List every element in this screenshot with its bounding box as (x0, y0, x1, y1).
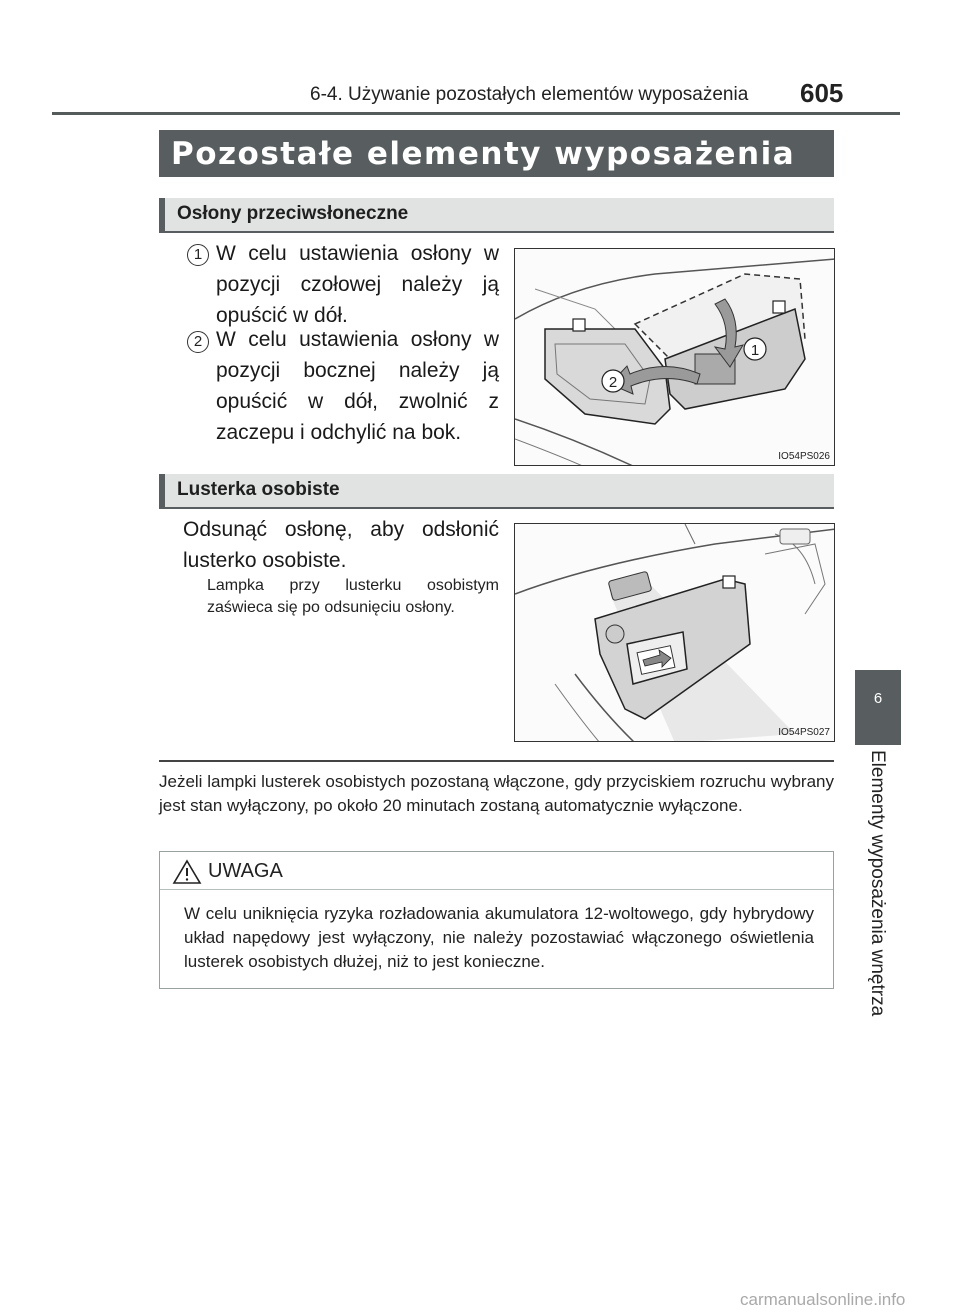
sun-visors-heading-bar (159, 198, 834, 233)
step1-number: 1 (187, 244, 209, 266)
warning-label: UWAGA (208, 860, 283, 882)
vanity-mirrors-heading-bar (159, 474, 834, 509)
figure-code: IO54PS027 (778, 727, 830, 738)
vanity-mirrors-heading: Lusterka osobiste (177, 479, 340, 500)
step1-text: W celu ustawienia osłony w pozycji czołowej należy ją opuścić w dół. (216, 242, 499, 327)
sun-visor-figure (514, 248, 835, 466)
warning-box (159, 851, 834, 989)
page-title: Pozostałe elementy wyposażenia (171, 136, 796, 172)
auto-off-note: Jeżeli lampki lusterek osobistych pozostaną włączone, gdy przyciskiem rozruchu wybrany jest stan wyłączony, po około 20 minutach zostaną automatycznie wyłączone. (159, 772, 834, 815)
chapter-number: 6 (873, 690, 883, 707)
step2-number: 2 (187, 331, 209, 353)
sun-visors-heading: Osłony przeciwsłoneczne (177, 203, 409, 224)
vanity-main-text: Odsunąć osłonę, aby odsłonić lusterko osobiste. (183, 518, 499, 572)
chapter-tab (855, 670, 901, 745)
page-title-bar (159, 130, 834, 177)
page-number: 605 (800, 78, 844, 108)
chapter-title-vertical: Elementy wyposażenia wnętrza (867, 750, 888, 1017)
warning-header (160, 852, 833, 890)
header-section-title: 6-4. Używanie pozostałych elementów wyposażenia (310, 84, 749, 105)
step2-text: W celu ustawienia osłony w pozycji bocznej należy ją opuścić w dół, zwolnić z zaczepu i odchylić na bok. (216, 328, 499, 444)
warning-triangle-icon (172, 859, 202, 885)
warning-text: W celu uniknięcia ryzyka rozładowania akumulatora 12-woltowego, gdy hybrydowy układ napędowy jest wyłączony, nie należy pozostawiać włączonego oświetlenia lusterek osobistych dłużej, niż to jest konieczne. (184, 904, 814, 971)
figure-callout-1: 1 (750, 342, 760, 359)
vanity-sub-text: Lampka przy lusterku osobistym zaświeca się po odsunięciu osłony. (207, 577, 499, 616)
header-rule (52, 112, 900, 115)
figure-callout-2: 2 (608, 374, 618, 391)
watermark: carmanualsonline.info (740, 1290, 906, 1309)
vanity-mirror-figure (514, 523, 835, 742)
section-divider (159, 760, 834, 762)
figure-code: IO54PS026 (778, 451, 830, 462)
